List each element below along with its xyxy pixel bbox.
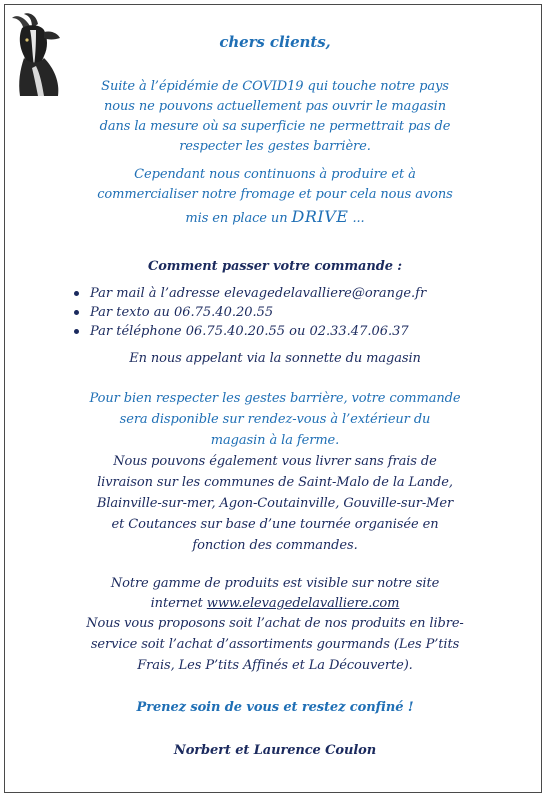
signature: Norbert et Laurence Coulon <box>173 743 377 758</box>
doorbell-line: En nous appelant via la sonnette du magasin <box>129 351 421 366</box>
delivery-line: Blainville-sur-mer, Agon-Coutainville, Gouville-sur-Mer <box>96 496 454 511</box>
drive-suffix: ... <box>348 211 365 226</box>
offer-line: Frais, Les P’tits Affinés et La Découverte). <box>137 658 413 673</box>
order-method-sms: Par texto au 06.75.40.20.55 <box>70 303 510 322</box>
website-line <box>40 595 510 612</box>
pickup-line: magasin à la ferme. <box>210 433 340 448</box>
intro-line: dans la mesure où sa superficie ne permettrait pas de <box>99 119 451 134</box>
range-line: Notre gamme de produits est visible sur notre site <box>110 576 440 591</box>
order-method-email: Par mail à l’adresse elevagedelavalliere@orange.fr <box>70 284 510 303</box>
offer-line: Nous vous proposons soit l’achat de nos produits en libre- <box>86 616 464 631</box>
website-link[interactable]: www.elevagedelavalliere.com <box>206 596 400 611</box>
delivery-line: livraison sur les communes de Saint-Malo de la Lande, <box>97 475 453 490</box>
order-heading: Comment passer votre commande : <box>147 259 402 274</box>
website-prefix: internet <box>150 596 207 611</box>
drive-word: DRIVE <box>291 207 349 226</box>
intro-line: Suite à l’épidémie de COVID19 qui touche notre pays <box>101 79 449 94</box>
order-method-phone: Par téléphone 06.75.40.20.55 ou 02.33.47.06.37 <box>70 322 510 341</box>
drive-prefix: mis en place un <box>185 211 292 226</box>
production-line: Cependant nous continuons à produire et à <box>134 167 416 182</box>
intro-line: nous ne pouvons actuellement pas ouvrir le magasin <box>104 99 446 114</box>
order-methods-list <box>70 284 510 341</box>
greeting-title: chers clients, <box>219 33 331 51</box>
delivery-line: fonction des commandes. <box>192 538 358 553</box>
intro-line: respecter les gestes barrière. <box>179 139 371 154</box>
offer-line: service soit l’achat d’assortiments gourmands (Les P’tits <box>90 637 460 652</box>
delivery-line: et Coutances sur base d’une tournée organisée en <box>111 517 439 532</box>
drive-line <box>40 208 510 227</box>
pickup-line: Pour bien respecter les gestes barrière, votre commande <box>89 391 461 406</box>
closing-line: Prenez soin de vous et restez confiné ! <box>136 700 414 715</box>
pickup-line: sera disponible sur rendez-vous à l’extérieur du <box>119 412 431 427</box>
production-line: commercialiser notre fromage et pour cela nous avons <box>97 187 453 202</box>
delivery-line: Nous pouvons également vous livrer sans frais de <box>113 454 437 469</box>
